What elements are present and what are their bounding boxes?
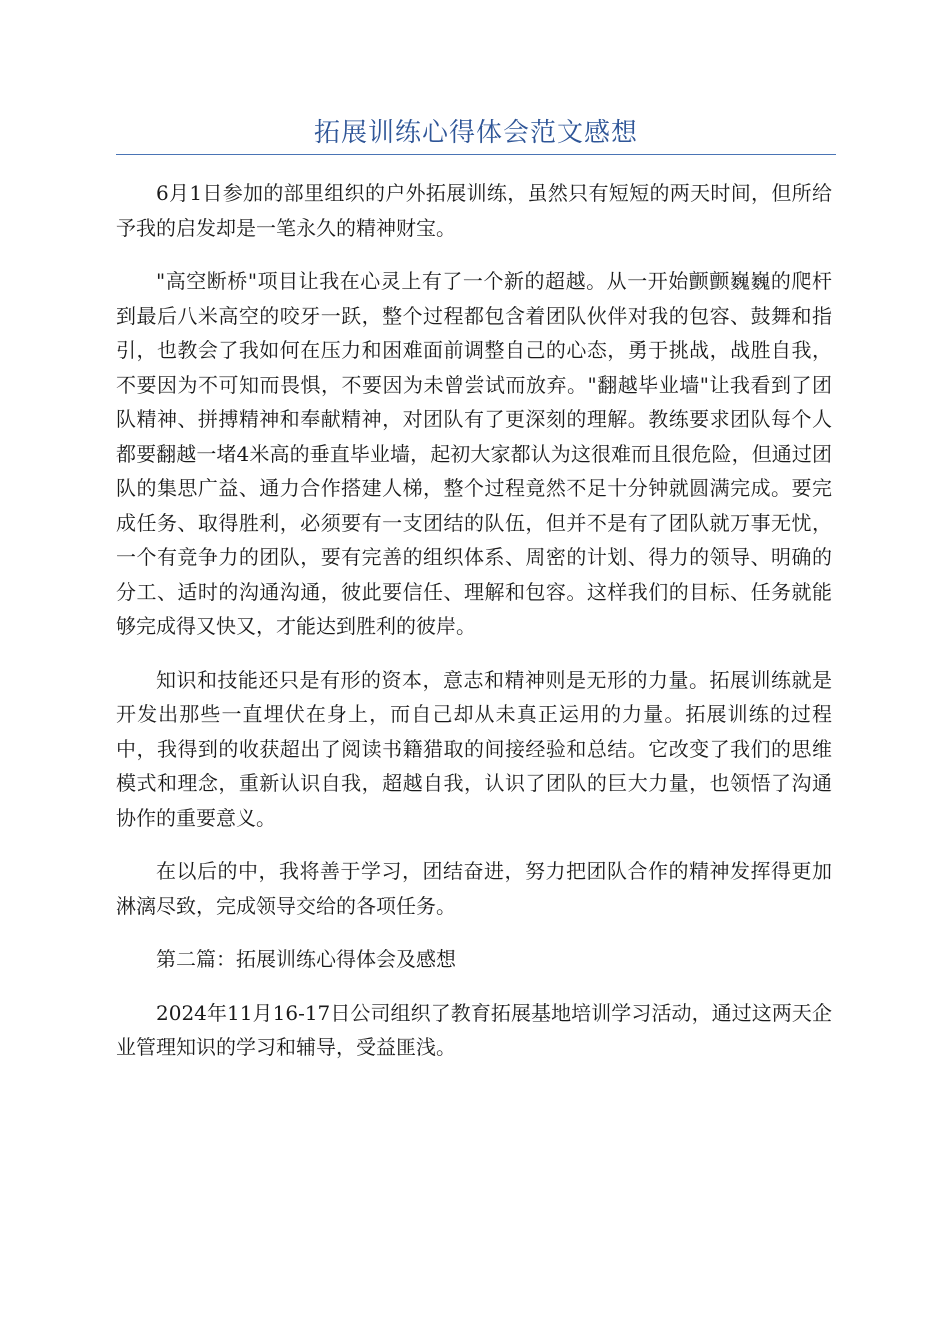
paragraph-projects: "高空断桥"项目让我在心灵上有了一个新的超越。从一开始颤颤巍巍的爬杆到最后八米高空的咬牙一跃，整个过程都包含着团队伙伴对我的包容、鼓舞和指引，也教会了我如何在压力和困难面前调整自己的心态，勇于挑战，战胜自我，不要因为不可知而畏惧，不要因为未曾尝试而放弃。"翻越毕业墙"让我看到了团队精神、拼搏精神和奉献精神，对团队有了更深刻的理解。教练要求团队每个人都要翻越一堵4米高的垂直毕业墙，起初大家都认为这很难而且很危险，但通过团队的集思广益、通力合作搭建人梯，整个过程竟然不足十分钟就圆满完成。要完成任务、取得胜利，必须要有一支团结的队伍，但并不是有了团队就万事无忧，一个有竞争力的团队，要有完善的组织体系、周密的计划、得力的领导、明确的分工、适时的沟通沟通，彼此要信任、理解和包容。这样我们的目标、任务就能够完成得又快又，才能达到胜利的彼岸。	[116, 269, 832, 638]
document-title: 拓展训练心得体会范文感想	[313, 118, 638, 148]
paragraph-intro: 6月1日参加的部里组织的户外拓展训练，虽然只有短短的两天时间，但所给予我的启发却是一笔永久的精神财宝。	[116, 181, 832, 240]
paragraph-future: 在以后的中，我将善于学习，团结奋进，努力把团队合作的精神发挥得更加淋漓尽致，完成领导交给的各项任务。	[116, 859, 832, 918]
paragraph-second-intro: 2024年11月16-17日公司组织了教育拓展基地培训学习活动，通过这两天企业管理知识的学习和辅导，受益匪浅。	[116, 1000, 832, 1059]
document-body	[116, 176, 832, 1084]
title-underline	[116, 154, 836, 155]
paragraph-knowledge: 知识和技能还只是有形的资本，意志和精神则是无形的力量。拓展训练就是开发出那些一直埋伏在身上，而自己却从未真正运用的力量。拓展训练的过程中，我得到的收获超出了阅读书籍猎取的间接经验和总结。它改变了我们的思维模式和理念，重新认识自我，超越自我，认识了团队的巨大力量，也领悟了沟通协作的重要意义。	[116, 667, 832, 830]
section-heading-second: 第二篇：拓展训练心得体会及感想	[156, 947, 456, 971]
